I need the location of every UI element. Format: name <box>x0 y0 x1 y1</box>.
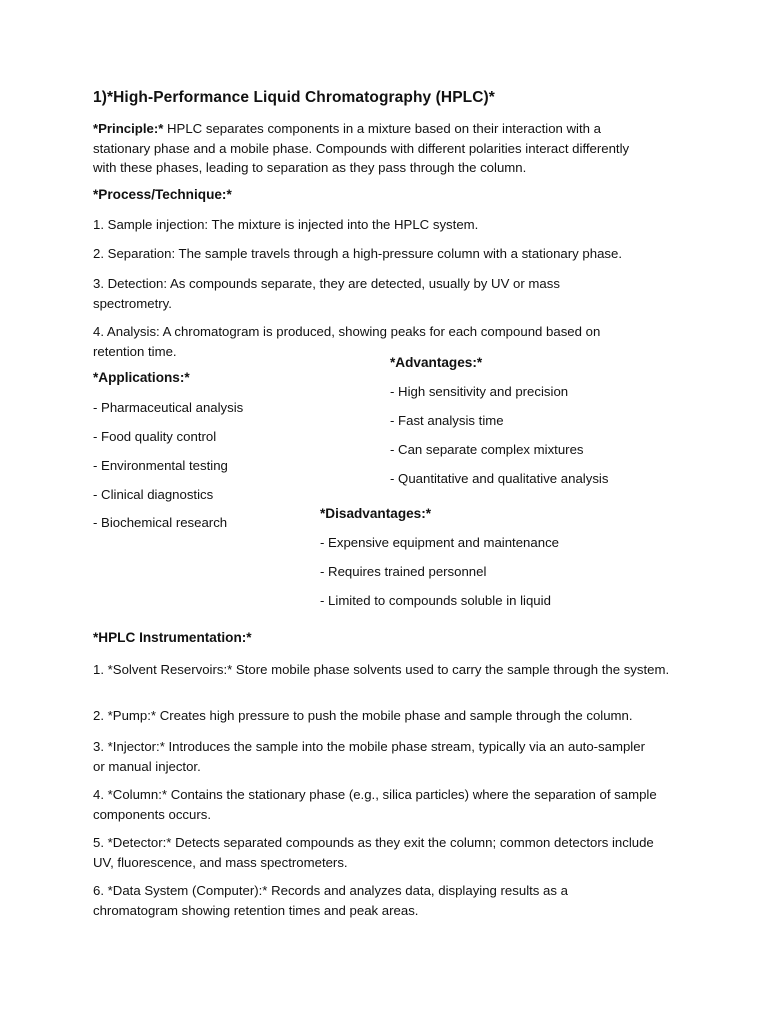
list-item: 1. *Solvent Reservoirs:* Store mobile phase solvents used to carry the sample through the system. <box>93 662 670 677</box>
principle-label: *Principle:* <box>93 121 164 136</box>
page-title: 1)*High-Performance Liquid Chromatography (HPLC)* <box>93 89 495 106</box>
list-item: - Requires trained personnel <box>320 564 487 579</box>
applications-heading: *Applications:* <box>93 370 190 385</box>
list-item: - Clinical diagnostics <box>93 487 214 502</box>
list-item: - Limited to compounds soluble in liquid <box>320 593 551 608</box>
list-item: 2. *Pump:* Creates high pressure to push the mobile phase and sample through the column. <box>93 708 633 723</box>
disadvantages-heading: *Disadvantages:* <box>320 506 432 521</box>
list-item: 3. *Injector:* Introduces the sample into the mobile phase stream, typically via an auto-sampler or manual injector. <box>93 739 645 774</box>
list-item: 6. *Data System (Computer):* Records and analyzes data, displaying results as a chromatogram showing retention times and peak areas. <box>93 883 568 918</box>
process-step: 1. Sample injection: The mixture is injected into the HPLC system. <box>93 217 479 232</box>
principle-text: HPLC separates components in a mixture based on their interaction with a stationary phase and a mobile phase. Compounds with different polarities interact differently with these phases, leading to separation as they pass through the column. <box>93 121 630 175</box>
list-item: - Can separate complex mixtures <box>390 442 584 457</box>
process-step: 4. Analysis: A chromatogram is produced, showing peaks for each compound based on retention time. <box>93 324 601 359</box>
process-step: 2. Separation: The sample travels through a high-pressure column with a stationary phase. <box>93 246 623 261</box>
list-item: 5. *Detector:* Detects separated compounds as they exit the column; common detectors include UV, fluorescence, and mass spectrometers. <box>93 835 654 870</box>
list-item: - Fast analysis time <box>390 413 504 428</box>
principle-paragraph <box>93 119 653 178</box>
process-heading: *Process/Technique:* <box>93 187 232 202</box>
process-step: 3. Detection: As compounds separate, they are detected, usually by UV or mass spectrometry. <box>93 276 560 311</box>
list-item: - Environmental testing <box>93 458 228 473</box>
list-item: - Quantitative and qualitative analysis <box>390 471 609 486</box>
list-item: - Biochemical research <box>93 515 228 530</box>
list-item: - High sensitivity and precision <box>390 384 569 399</box>
list-item: 4. *Column:* Contains the stationary phase (e.g., silica particles) where the separation of sample components occurs. <box>93 787 657 822</box>
advantages-heading: *Advantages:* <box>390 355 483 370</box>
list-item: - Expensive equipment and maintenance <box>320 535 559 550</box>
instrumentation-heading: *HPLC Instrumentation:* <box>93 630 252 645</box>
list-item: - Food quality control <box>93 429 217 444</box>
list-item: - Pharmaceutical analysis <box>93 400 244 415</box>
